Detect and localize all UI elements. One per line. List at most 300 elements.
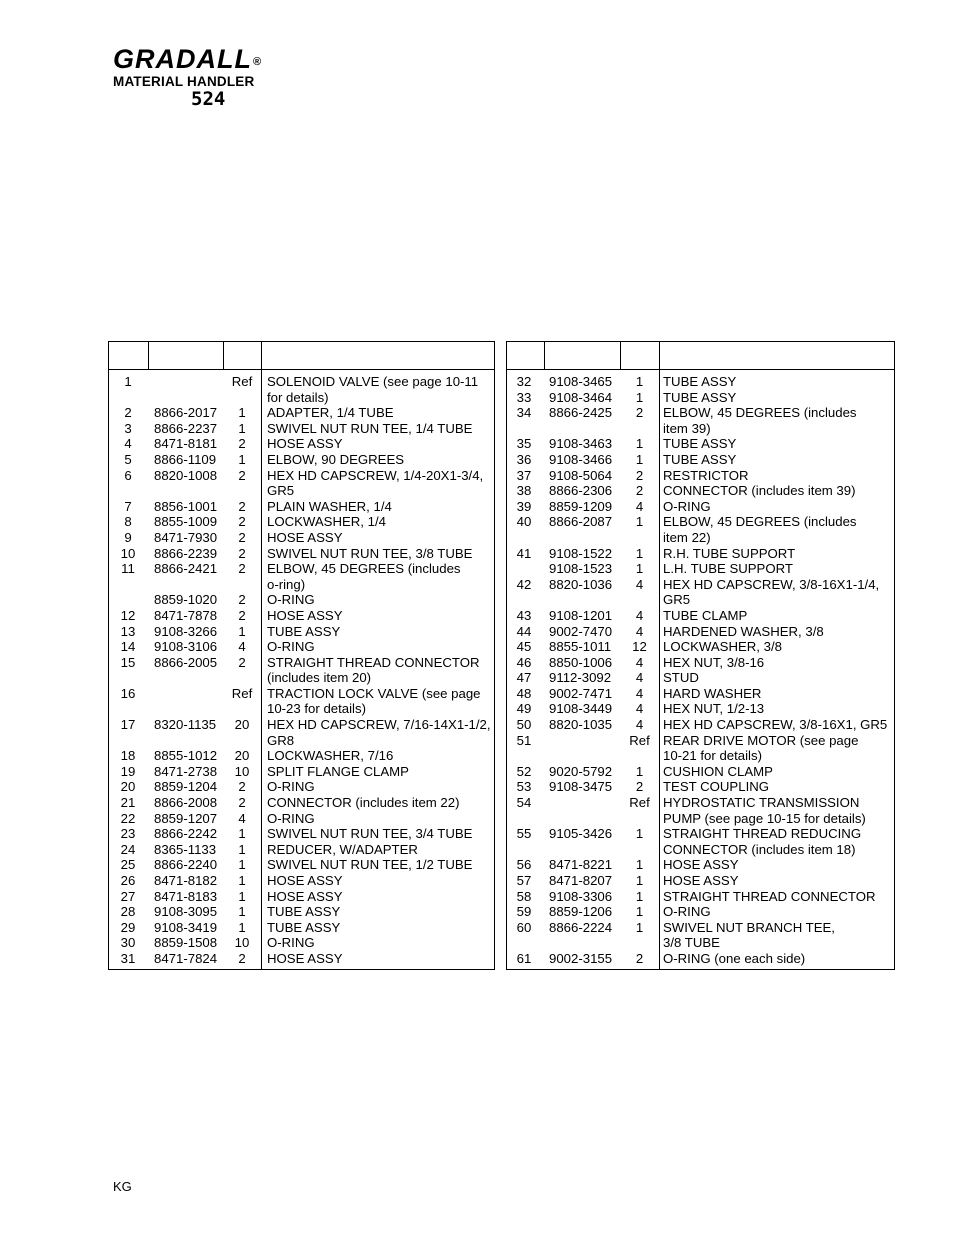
part-number: 8866-2421 bbox=[154, 561, 218, 577]
table-row bbox=[109, 779, 494, 795]
table-row bbox=[507, 655, 894, 671]
quantity: 4 bbox=[635, 623, 644, 639]
quantity: 1 bbox=[238, 826, 246, 842]
description bbox=[663, 468, 895, 484]
description bbox=[267, 795, 495, 811]
part-number: 8471-8207 bbox=[549, 873, 613, 888]
item-number: 26 bbox=[120, 873, 136, 888]
quantity: 2 bbox=[238, 467, 246, 483]
part-number: 9108-1201 bbox=[549, 607, 613, 623]
header-divider bbox=[261, 342, 262, 369]
item-number: 1 bbox=[124, 374, 132, 389]
item-number: 16 bbox=[120, 685, 136, 701]
table-row bbox=[507, 857, 894, 873]
quantity: 2 bbox=[635, 779, 644, 795]
description bbox=[267, 873, 495, 889]
part-number: 9108-3419 bbox=[154, 919, 218, 935]
quantity: 1 bbox=[238, 919, 246, 935]
description-line: PUMP (see page 10-15 for details) bbox=[663, 810, 866, 826]
item-number: 49 bbox=[516, 701, 532, 717]
description bbox=[663, 717, 895, 733]
part-number: 8856-1001 bbox=[154, 498, 218, 514]
part-number: 8859-1020 bbox=[154, 592, 218, 608]
table-row bbox=[109, 842, 494, 858]
table-row bbox=[109, 951, 494, 967]
table-body-left bbox=[109, 374, 494, 967]
description-line: TUBE CLAMP bbox=[663, 607, 748, 623]
part-number: 8820-1036 bbox=[549, 576, 613, 592]
table-row bbox=[507, 686, 894, 702]
description-line: O-RING bbox=[663, 498, 711, 514]
quantity: 2 bbox=[238, 436, 246, 452]
table-row bbox=[507, 764, 894, 780]
quantity: 2 bbox=[238, 795, 246, 811]
header-divider bbox=[659, 342, 660, 369]
description-line: ELBOW, 90 DEGREES bbox=[267, 451, 405, 467]
item-number: 48 bbox=[516, 685, 532, 701]
table-row bbox=[109, 436, 494, 452]
quantity: 1 bbox=[635, 904, 644, 920]
quantity: 4 bbox=[238, 639, 246, 655]
description-line: RESTRICTOR bbox=[663, 467, 749, 483]
quantity: 1 bbox=[238, 841, 246, 857]
item-number: 32 bbox=[516, 374, 532, 389]
description bbox=[267, 951, 495, 967]
part-number: 8855-1011 bbox=[549, 639, 612, 655]
item-number: 53 bbox=[516, 779, 532, 795]
item-number: 7 bbox=[124, 498, 132, 514]
part-number: 8866-2224 bbox=[549, 919, 613, 935]
table-row bbox=[109, 764, 494, 780]
quantity: 2 bbox=[635, 405, 644, 421]
description-line: TUBE ASSY bbox=[267, 904, 341, 920]
table-row bbox=[507, 717, 894, 733]
item-number: 18 bbox=[120, 748, 136, 764]
description-line: O-RING bbox=[663, 904, 711, 920]
table-row bbox=[109, 374, 494, 405]
description-line: CUSHION CLAMP bbox=[663, 763, 773, 779]
description-line: SWIVEL NUT RUN TEE, 1/4 TUBE bbox=[267, 420, 473, 436]
item-number: 21 bbox=[120, 795, 136, 811]
item-number: 59 bbox=[516, 904, 532, 920]
header-divider bbox=[148, 342, 149, 369]
description-line: HEX NUT, 3/8-16 bbox=[663, 654, 765, 670]
table-header-left bbox=[109, 342, 494, 370]
description-line: ELBOW, 45 DEGREES (includes bbox=[267, 561, 461, 577]
item-number: 33 bbox=[516, 389, 532, 405]
description bbox=[267, 920, 495, 936]
quantity: 1 bbox=[635, 561, 644, 577]
quantity: 12 bbox=[632, 639, 647, 655]
description bbox=[267, 436, 495, 452]
quantity: 4 bbox=[238, 810, 246, 826]
description-line: HOSE ASSY bbox=[267, 873, 343, 888]
header-divider bbox=[544, 342, 545, 369]
table-row bbox=[507, 390, 894, 406]
description-line: SWIVEL NUT RUN TEE, 3/8 TUBE bbox=[267, 545, 473, 561]
item-number: 61 bbox=[516, 950, 532, 966]
description-line: LOCKWASHER, 7/16 bbox=[267, 748, 394, 764]
description bbox=[663, 608, 895, 624]
part-number: 8866-2242 bbox=[154, 826, 218, 842]
item-number: 28 bbox=[120, 904, 136, 920]
part-number: 8859-1204 bbox=[154, 779, 218, 795]
quantity: Ref bbox=[231, 374, 253, 389]
part-number: 9108-3464 bbox=[549, 389, 613, 405]
quantity: 4 bbox=[635, 670, 644, 686]
description-line: SWIVEL NUT RUN TEE, 3/4 TUBE bbox=[267, 826, 473, 842]
part-number: 9112-3092 bbox=[549, 670, 612, 686]
part-number: 8850-1006 bbox=[549, 654, 613, 670]
description-line: STUD bbox=[663, 670, 699, 686]
description bbox=[267, 561, 495, 592]
table-row bbox=[507, 951, 894, 967]
description bbox=[267, 468, 495, 499]
description bbox=[267, 655, 495, 686]
quantity: 2 bbox=[238, 592, 246, 608]
quantity: 4 bbox=[635, 717, 644, 733]
part-number: 9108-1523 bbox=[549, 561, 613, 577]
item-number: 50 bbox=[516, 717, 532, 733]
table-row bbox=[507, 826, 894, 857]
quantity: 20 bbox=[234, 717, 250, 733]
description-line: HEX HD CAPSCREW, 1/4-20X1-3/4, bbox=[267, 467, 484, 483]
part-number: 9108-3266 bbox=[154, 623, 218, 639]
brand-subtitle: MATERIAL HANDLER bbox=[113, 74, 255, 89]
description bbox=[663, 764, 895, 780]
part-number: 9108-3095 bbox=[154, 904, 218, 920]
description-line: O-RING (one each side) bbox=[663, 950, 806, 966]
table-row bbox=[507, 608, 894, 624]
description-line: HEX HD CAPSCREW, 3/8-16X1, GR5 bbox=[663, 717, 888, 733]
part-number: 8365-1133 bbox=[154, 841, 217, 857]
description-line: TUBE ASSY bbox=[663, 451, 737, 467]
part-number: 9108-3449 bbox=[549, 701, 613, 717]
registered-mark: ® bbox=[252, 56, 263, 68]
quantity: 2 bbox=[238, 561, 246, 577]
description-line: O-RING bbox=[267, 639, 315, 655]
table-row bbox=[109, 717, 494, 748]
description-line: o-ring) bbox=[267, 576, 306, 592]
description-line: HOSE ASSY bbox=[663, 857, 739, 873]
quantity: 1 bbox=[238, 904, 246, 920]
table-body-right bbox=[507, 374, 894, 967]
description-line: HARD WASHER bbox=[663, 685, 762, 701]
part-number: 8866-2306 bbox=[549, 483, 613, 499]
quantity: 2 bbox=[238, 529, 246, 545]
description-line: TUBE ASSY bbox=[663, 374, 737, 389]
header-divider bbox=[620, 342, 621, 369]
description-line: SWIVEL NUT RUN TEE, 1/2 TUBE bbox=[267, 857, 473, 873]
description bbox=[663, 686, 895, 702]
quantity: 1 bbox=[635, 451, 644, 467]
item-number: 2 bbox=[124, 405, 132, 421]
part-number: 8859-1206 bbox=[549, 904, 613, 920]
description bbox=[663, 483, 895, 499]
table-row bbox=[507, 889, 894, 905]
description bbox=[267, 748, 495, 764]
item-number: 40 bbox=[516, 514, 532, 530]
table-row bbox=[109, 826, 494, 842]
parts-table-left bbox=[108, 341, 495, 970]
item-number: 10 bbox=[120, 545, 136, 561]
description-line: L.H. TUBE SUPPORT bbox=[663, 561, 793, 577]
quantity: 1 bbox=[238, 451, 246, 467]
table-row bbox=[507, 733, 894, 764]
item-number: 13 bbox=[120, 623, 136, 639]
part-number: 8471-8181 bbox=[154, 436, 218, 452]
part-number: 9105-3426 bbox=[549, 826, 613, 842]
description-line: TUBE ASSY bbox=[663, 436, 737, 452]
quantity: 10 bbox=[234, 763, 250, 779]
table-row bbox=[109, 889, 494, 905]
description bbox=[663, 546, 895, 562]
part-number: 8471-8182 bbox=[154, 873, 218, 888]
description-line: CONNECTOR (includes item 18) bbox=[663, 841, 856, 857]
quantity: 1 bbox=[635, 888, 644, 904]
quantity: 1 bbox=[635, 873, 644, 888]
table-row bbox=[109, 530, 494, 546]
description-line: ADAPTER, 1/4 TUBE bbox=[267, 405, 394, 421]
part-number: 9108-5064 bbox=[549, 467, 613, 483]
table-row bbox=[109, 873, 494, 889]
item-number: 9 bbox=[124, 529, 132, 545]
table-row bbox=[109, 624, 494, 640]
item-number: 41 bbox=[516, 545, 532, 561]
table-row bbox=[109, 686, 494, 717]
item-number: 4 bbox=[124, 436, 132, 452]
table-row bbox=[109, 561, 494, 592]
table-row bbox=[507, 873, 894, 889]
part-number: 8471-7824 bbox=[154, 950, 218, 966]
item-number: 54 bbox=[516, 795, 532, 811]
part-number: 8866-2087 bbox=[549, 514, 613, 530]
description-line: HEX NUT, 1/2-13 bbox=[663, 701, 765, 717]
table-row bbox=[507, 452, 894, 468]
description-line: HOSE ASSY bbox=[267, 950, 343, 966]
description-line: 10-21 for details) bbox=[663, 748, 762, 764]
item-number: 23 bbox=[120, 826, 136, 842]
table-row bbox=[109, 514, 494, 530]
item-number: 46 bbox=[516, 654, 532, 670]
quantity: Ref bbox=[629, 795, 650, 811]
table-row bbox=[109, 452, 494, 468]
item-number: 3 bbox=[124, 420, 132, 436]
description bbox=[267, 935, 495, 951]
description bbox=[267, 608, 495, 624]
quantity: 1 bbox=[635, 919, 644, 935]
table-row bbox=[109, 592, 494, 608]
part-number: 8866-2425 bbox=[549, 405, 613, 421]
description-line: LOCKWASHER, 3/8 bbox=[663, 639, 782, 655]
quantity: 2 bbox=[238, 950, 246, 966]
description bbox=[267, 530, 495, 546]
description bbox=[663, 639, 895, 655]
table-header-right bbox=[507, 342, 894, 370]
description bbox=[663, 514, 895, 545]
gradall-logo bbox=[113, 44, 313, 74]
description-line: SPLIT FLANGE CLAMP bbox=[267, 763, 409, 779]
part-number: 8820-1008 bbox=[154, 467, 218, 483]
description bbox=[663, 826, 895, 857]
item-number: 45 bbox=[516, 639, 532, 655]
description-line: PLAIN WASHER, 1/4 bbox=[267, 498, 392, 514]
quantity: 1 bbox=[635, 436, 644, 452]
description bbox=[267, 686, 495, 717]
description-line: LOCKWASHER, 1/4 bbox=[267, 514, 386, 530]
item-number: 60 bbox=[516, 919, 532, 935]
description-line: SOLENOID VALVE (see page 10-11 bbox=[267, 374, 479, 389]
quantity: 1 bbox=[635, 514, 644, 530]
item-number: 15 bbox=[120, 654, 136, 670]
part-number: 8866-2237 bbox=[154, 420, 218, 436]
description bbox=[663, 670, 895, 686]
quantity: 1 bbox=[238, 405, 246, 421]
item-number: 35 bbox=[516, 436, 532, 452]
table-row bbox=[109, 546, 494, 562]
quantity: 2 bbox=[238, 607, 246, 623]
item-number: 37 bbox=[516, 467, 532, 483]
description-line: TUBE ASSY bbox=[663, 389, 737, 405]
part-number: 9002-3155 bbox=[549, 950, 613, 966]
description-line: HARDENED WASHER, 3/8 bbox=[663, 623, 824, 639]
quantity: 1 bbox=[635, 389, 644, 405]
description bbox=[663, 561, 895, 577]
part-number: 8866-2008 bbox=[154, 795, 218, 811]
description-line: HYDROSTATIC TRANSMISSION bbox=[663, 795, 860, 811]
description bbox=[663, 452, 895, 468]
quantity: 1 bbox=[238, 873, 246, 888]
description bbox=[663, 655, 895, 671]
item-number: 30 bbox=[120, 935, 136, 951]
description bbox=[267, 546, 495, 562]
item-number: 29 bbox=[120, 919, 136, 935]
description bbox=[267, 904, 495, 920]
quantity: Ref bbox=[629, 732, 650, 748]
description-line: REDUCER, W/ADAPTER bbox=[267, 841, 418, 857]
description bbox=[663, 577, 895, 608]
description bbox=[663, 390, 895, 406]
description-line: REAR DRIVE MOTOR (see page bbox=[663, 732, 859, 748]
description bbox=[267, 624, 495, 640]
quantity: 1 bbox=[238, 623, 246, 639]
description bbox=[663, 405, 895, 436]
quantity: 2 bbox=[635, 467, 644, 483]
part-number: 9002-7471 bbox=[549, 685, 613, 701]
table-row bbox=[507, 624, 894, 640]
description-line: 10-23 for details) bbox=[267, 701, 366, 717]
description-line: TEST COUPLING bbox=[663, 779, 770, 795]
table-row bbox=[507, 436, 894, 452]
quantity: 1 bbox=[635, 763, 644, 779]
item-number: 5 bbox=[124, 451, 132, 467]
description-line: ELBOW, 45 DEGREES (includes bbox=[663, 405, 857, 421]
table-row bbox=[507, 405, 894, 436]
item-number: 39 bbox=[516, 498, 532, 514]
description-line: CONNECTOR (includes item 39) bbox=[663, 483, 856, 499]
quantity: 2 bbox=[238, 654, 246, 670]
description bbox=[267, 764, 495, 780]
description bbox=[267, 842, 495, 858]
table-row bbox=[109, 857, 494, 873]
description bbox=[267, 811, 495, 827]
item-number: 12 bbox=[120, 607, 136, 623]
table-row bbox=[507, 546, 894, 562]
description bbox=[267, 717, 495, 748]
item-number: 43 bbox=[516, 607, 532, 623]
part-number: 8471-2738 bbox=[154, 763, 218, 779]
description-line: HEX HD CAPSCREW, 7/16-14X1-1/2, bbox=[267, 717, 491, 733]
description-line: R.H. TUBE SUPPORT bbox=[663, 545, 796, 561]
table-row bbox=[109, 405, 494, 421]
quantity: 4 bbox=[635, 498, 644, 514]
description-line: TRACTION LOCK VALVE (see page bbox=[267, 685, 481, 701]
table-row bbox=[109, 499, 494, 515]
model-number: 524 bbox=[191, 88, 226, 110]
table-row bbox=[507, 701, 894, 717]
quantity: 1 bbox=[238, 420, 246, 436]
table-row bbox=[109, 655, 494, 686]
quantity: 20 bbox=[234, 748, 250, 764]
table-row bbox=[109, 421, 494, 437]
part-number: 8855-1009 bbox=[154, 514, 218, 530]
description bbox=[663, 920, 895, 951]
description bbox=[267, 889, 495, 905]
description-line: GR5 bbox=[663, 592, 691, 608]
quantity: 2 bbox=[635, 483, 644, 499]
table-row bbox=[507, 795, 894, 826]
description bbox=[663, 701, 895, 717]
table-row bbox=[507, 561, 894, 577]
quantity: 1 bbox=[635, 826, 644, 842]
part-number: 8471-7930 bbox=[154, 529, 218, 545]
item-number: 51 bbox=[516, 732, 532, 748]
table-row bbox=[507, 514, 894, 545]
part-number: 9108-3465 bbox=[549, 374, 613, 389]
description-line: STRAIGHT THREAD REDUCING bbox=[663, 826, 862, 842]
description bbox=[663, 889, 895, 905]
part-number: 9108-3106 bbox=[154, 639, 218, 655]
quantity: 4 bbox=[635, 654, 644, 670]
table-row bbox=[109, 608, 494, 624]
item-number: 34 bbox=[516, 405, 532, 421]
description bbox=[663, 873, 895, 889]
item-number: 31 bbox=[120, 950, 136, 966]
description bbox=[663, 436, 895, 452]
brand-name: GRADALL bbox=[113, 44, 252, 74]
description-line: STRAIGHT THREAD CONNECTOR bbox=[267, 654, 480, 670]
quantity: 4 bbox=[635, 685, 644, 701]
part-number: 9108-3463 bbox=[549, 436, 613, 452]
item-number: 24 bbox=[120, 841, 136, 857]
part-number: 8820-1035 bbox=[549, 717, 613, 733]
part-number: 8471-8221 bbox=[549, 857, 613, 873]
table-row bbox=[507, 670, 894, 686]
description-line: ELBOW, 45 DEGREES (includes bbox=[663, 514, 857, 530]
description-line: 3/8 TUBE bbox=[663, 935, 720, 951]
quantity: Ref bbox=[231, 685, 253, 701]
description bbox=[267, 592, 495, 608]
part-number: 8471-8183 bbox=[154, 888, 218, 904]
quantity: 1 bbox=[238, 857, 246, 873]
header-divider bbox=[223, 342, 224, 369]
quantity: 2 bbox=[238, 514, 246, 530]
quantity: 1 bbox=[635, 545, 644, 561]
item-number: 52 bbox=[516, 763, 532, 779]
table-row bbox=[109, 904, 494, 920]
description-line: HOSE ASSY bbox=[267, 436, 343, 452]
part-number: 8320-1135 bbox=[154, 717, 217, 733]
